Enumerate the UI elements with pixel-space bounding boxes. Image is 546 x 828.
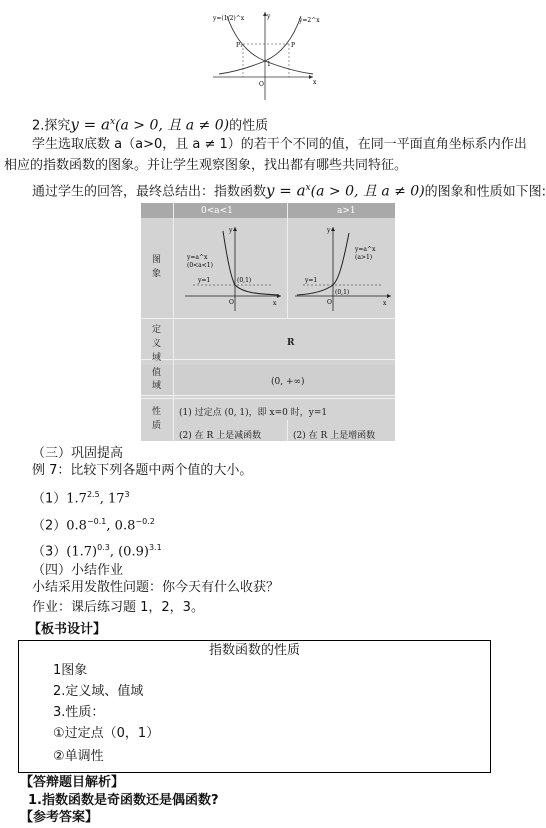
exponential-property-table xyxy=(141,203,395,441)
svg-text:(0,1): (0,1) xyxy=(237,277,252,284)
section-3-heading: （三）巩固提高 xyxy=(32,446,124,461)
svg-text:x: x xyxy=(273,300,277,307)
homework: 作业：课后练习题 1，2，3。 xyxy=(32,600,204,615)
question-1: 1.指数函数是奇函数还是偶函数? xyxy=(28,793,219,808)
board-title: 指数函数的性质 xyxy=(208,643,300,658)
row-label-property: 性质 xyxy=(152,407,162,431)
right-curve xyxy=(219,16,301,74)
answer-analysis-heading: 【答辩题目解析】 xyxy=(20,775,125,790)
property-2-right: (2) 在 R 上是增函数 xyxy=(293,431,376,441)
board-item-1: 1图象 xyxy=(53,663,88,678)
decreasing-graph xyxy=(183,223,283,313)
p-label: P xyxy=(291,42,296,49)
increasing-graph xyxy=(293,223,393,313)
svg-text:O: O xyxy=(229,299,234,306)
one-label: 1 xyxy=(267,61,271,68)
exercise-2: $(2)0.8^{-0.1}$, $0.8^{-0.2}$ xyxy=(32,517,155,534)
x-label: x xyxy=(313,79,317,86)
origin-label: O xyxy=(259,81,264,88)
y-label: y xyxy=(267,13,271,20)
svg-text:x: x xyxy=(383,300,387,307)
left-curve-label: y=(1/2)^x xyxy=(213,15,245,22)
row-label-graph: 图象 xyxy=(152,255,162,279)
p1-label: P₁ xyxy=(236,42,243,49)
svg-text:(a>1): (a>1) xyxy=(355,254,373,261)
board-design-heading: 【板书设计】 xyxy=(28,622,107,637)
reference-answer-heading: 【参考答案】 xyxy=(20,810,99,825)
paragraph-2: 通过学生的回答，最终总结出：指数函数$y = a^x(a > 0$, 且 a ≠ 0)的图象和性质如下图: xyxy=(32,181,546,200)
svg-text:y=a^x: y=a^x xyxy=(355,246,376,253)
paragraph-1-line-2: 相应的指数函数的图象。并让学生观察图象，找出都有哪些共同特征。 xyxy=(4,158,408,173)
board-item-4: ①过定点（0，1） xyxy=(53,726,160,741)
board-design-box xyxy=(18,640,491,773)
board-item-3: 3.性质： xyxy=(53,705,105,720)
row-label-domain: 定义域 xyxy=(152,325,162,363)
paragraph-1-line-1: 学生选取底数 a（a>0，且 a ≠ 1）的若干个不同的值，在同一平面直角坐标系内作出 xyxy=(32,137,527,152)
exercise-3: $(3)(1.7)^{0.3}$, $(0.9)^{3.1}$ xyxy=(32,543,162,560)
range-value: (0, +∞) xyxy=(271,377,305,387)
property-1: (1) 过定点 (0, 1)，即 x=0 时，y=1 xyxy=(179,408,328,418)
top-exponential-graph xyxy=(213,4,335,104)
svg-text:y=a^x: y=a^x xyxy=(187,254,208,261)
svg-text:O: O xyxy=(327,299,332,306)
svg-text:y=1: y=1 xyxy=(198,277,211,284)
svg-text:(0<a<1): (0<a<1) xyxy=(187,262,213,269)
right-curve-label: y=2^x xyxy=(299,17,320,24)
board-item-2: 2.定义域、值域 xyxy=(53,684,144,699)
svg-text:(0,1): (0,1) xyxy=(335,289,350,296)
section-4-heading: （四）小结作业 xyxy=(32,563,124,578)
summary-question: 小结采用发散性问题：你今天有什么收获？ xyxy=(32,580,280,595)
svg-text:y: y xyxy=(229,227,233,234)
property-2-left: (2) 在 R 上是减函数 xyxy=(179,431,262,441)
exercise-1: $(1)1.7^{2.5}$, $17^3$ xyxy=(32,490,130,507)
svg-text:y=1: y=1 xyxy=(305,277,318,284)
board-item-5: ②单调性 xyxy=(53,749,104,764)
header-left: 0<a<1 xyxy=(201,206,233,216)
domain-value: R xyxy=(287,338,295,348)
header-right: a>1 xyxy=(337,206,356,216)
section-2-heading: 2.探究$y = a^x(a > 0$, 且 a ≠ 0)的性质 xyxy=(32,115,269,134)
svg-text:y: y xyxy=(327,227,331,234)
example-7: 例 7：比较下列各题中两个值的大小。 xyxy=(32,463,253,478)
row-label-range: 值域 xyxy=(152,368,162,391)
